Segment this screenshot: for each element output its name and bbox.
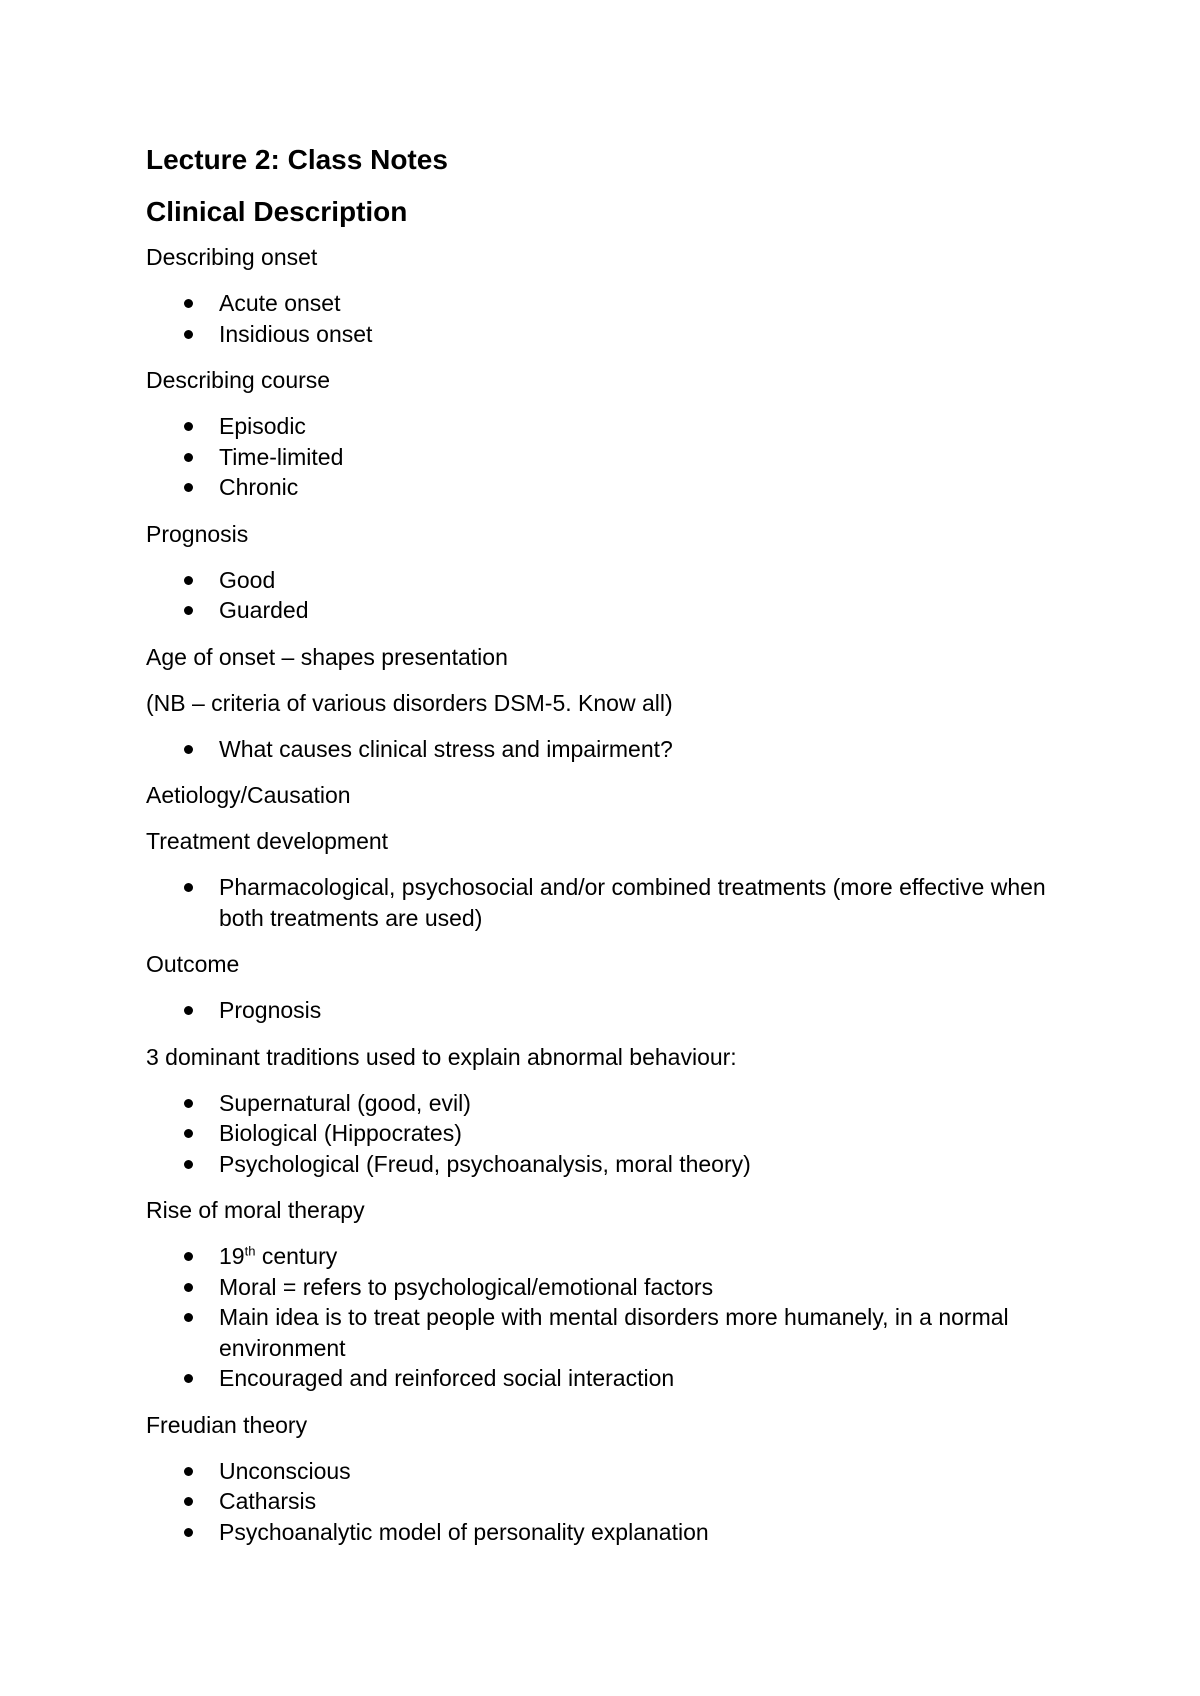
- aetiology-heading: Aetiology/Causation: [146, 782, 351, 808]
- list-item: [146, 288, 1086, 319]
- list-item: [146, 1486, 1086, 1517]
- list-item-text: Biological (Hippocrates): [219, 1120, 462, 1146]
- bullet-icon: [184, 1160, 193, 1169]
- list-item: [146, 872, 1086, 933]
- bullet-icon: [184, 483, 193, 492]
- treatment-list: [146, 872, 1086, 933]
- bullet-icon: [184, 1497, 193, 1506]
- onset-list: [146, 288, 1086, 349]
- list-item: [146, 411, 1086, 442]
- list-item-text: Acute onset: [219, 290, 341, 316]
- course-heading: Describing course: [146, 367, 331, 393]
- bullet-icon: [184, 745, 193, 754]
- course-list: [146, 411, 1086, 503]
- century-text: century: [255, 1243, 338, 1269]
- freudian-list: [146, 1456, 1086, 1548]
- century-suffix: th: [244, 1243, 256, 1259]
- bullet-icon: [184, 1283, 193, 1292]
- list-item: [146, 995, 1086, 1026]
- bullet-icon: [184, 422, 193, 431]
- moral-therapy-heading: Rise of moral therapy: [146, 1197, 365, 1223]
- list-item-text: Chronic: [219, 474, 299, 500]
- list-item: [146, 472, 1086, 503]
- list-item-text: Good: [219, 566, 276, 593]
- list-item: [146, 1456, 1086, 1487]
- list-item: [146, 1363, 1086, 1394]
- list-item-text: Insidious onset: [219, 320, 373, 347]
- freudian-heading: Freudian theory: [146, 1411, 308, 1438]
- bullet-icon: [184, 1129, 193, 1138]
- list-item: [146, 1517, 1086, 1548]
- bullet-icon: [184, 1467, 193, 1476]
- list-item-text: Psychological (Freud, psychoanalysis, moral theory): [219, 1150, 751, 1177]
- age-of-onset-heading: Age of onset – shapes presentation: [146, 643, 508, 670]
- list-item-text: What causes clinical stress and impairment?: [219, 735, 673, 762]
- list-item-text: Guarded: [219, 597, 309, 623]
- page-title: Lecture 2: Class Notes: [146, 144, 448, 175]
- bullet-icon: [184, 1099, 193, 1108]
- document-body: [146, 140, 1086, 1563]
- bullet-icon: [184, 453, 193, 462]
- list-item: [146, 442, 1086, 473]
- bullet-icon: [184, 1313, 193, 1322]
- bullet-icon: [184, 299, 193, 308]
- list-item-text: Unconscious: [219, 1457, 351, 1484]
- onset-heading: Describing onset: [146, 244, 318, 270]
- traditions-heading: 3 dominant traditions used to explain abnormal behaviour:: [146, 1043, 737, 1070]
- list-item: [146, 595, 1086, 626]
- list-item-text: Pharmacological, psychosocial and/or combined treatments (more effective when both treatments are used): [219, 874, 1046, 931]
- list-item: [146, 1149, 1086, 1180]
- list-item: [146, 1118, 1086, 1149]
- list-item-text: Supernatural (good, evil): [219, 1089, 471, 1116]
- bullet-icon: [184, 1374, 193, 1383]
- list-item: [146, 319, 1086, 350]
- section-title: Clinical Description: [146, 196, 408, 227]
- bullet-icon: [184, 1006, 193, 1015]
- bullet-icon: [184, 1252, 193, 1261]
- list-item-text: Psychoanalytic model of personality explanation: [219, 1518, 709, 1545]
- nb-note: (NB – criteria of various disorders DSM-5. Know all): [146, 689, 673, 716]
- bullet-icon: [184, 1528, 193, 1537]
- list-item-text: Encouraged and reinforced social interaction: [219, 1365, 675, 1391]
- list-item-text: Main idea is to treat people with mental disorders more humanely, in a normal environment: [219, 1304, 1009, 1361]
- treatment-heading: Treatment development: [146, 828, 389, 854]
- prognosis-list: [146, 565, 1086, 626]
- list-item-text: Prognosis: [219, 997, 322, 1023]
- list-item-text: Catharsis: [219, 1488, 317, 1514]
- list-item-text: Episodic: [219, 413, 306, 439]
- outcome-list: [146, 995, 1086, 1026]
- century-number: 19: [219, 1243, 245, 1269]
- list-item-text: Time-limited: [219, 443, 344, 470]
- bullet-icon: [184, 576, 193, 585]
- list-item: [146, 1241, 1086, 1272]
- prognosis-heading: Prognosis: [146, 520, 249, 547]
- bullet-icon: [184, 883, 193, 892]
- list-item-text: Moral = refers to psychological/emotional factors: [219, 1273, 714, 1300]
- list-item: [146, 1302, 1086, 1363]
- list-item: [146, 1088, 1086, 1119]
- list-item: [146, 565, 1086, 596]
- list-item: [146, 734, 1086, 765]
- outcome-heading: Outcome: [146, 951, 240, 977]
- bullet-icon: [184, 330, 193, 339]
- nb-list: [146, 734, 1086, 765]
- moral-therapy-list: [146, 1241, 1086, 1394]
- bullet-icon: [184, 606, 193, 615]
- list-item: [146, 1272, 1086, 1303]
- traditions-list: [146, 1088, 1086, 1180]
